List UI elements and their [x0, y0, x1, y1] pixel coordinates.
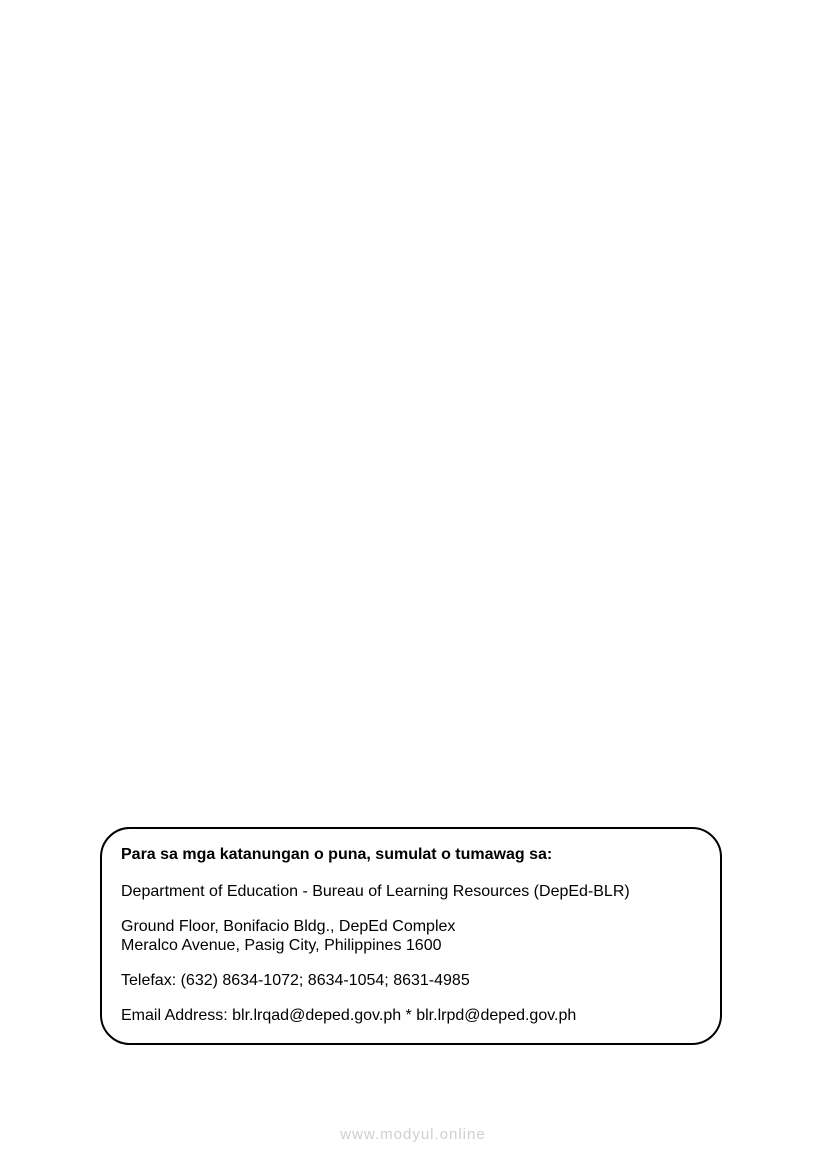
address-line-2: Meralco Avenue, Pasig City, Philippines 1600 [121, 937, 442, 954]
contact-heading: Para sa mga katanungan o puna, sumulat o tumawag sa: [121, 846, 553, 863]
organization-name: Department of Education - Bureau of Learning Resources (DepEd-BLR) [121, 883, 630, 900]
address-line-1: Ground Floor, Bonifacio Bldg., DepEd Complex [121, 918, 456, 935]
watermark: www.modyul.online [340, 1126, 486, 1143]
email-address: Email Address: blr.lrqad@deped.gov.ph * blr.lrpd@deped.gov.ph [121, 1007, 577, 1024]
telefax-numbers: Telefax: (632) 8634-1072; 8634-1054; 8631-4985 [121, 972, 470, 989]
